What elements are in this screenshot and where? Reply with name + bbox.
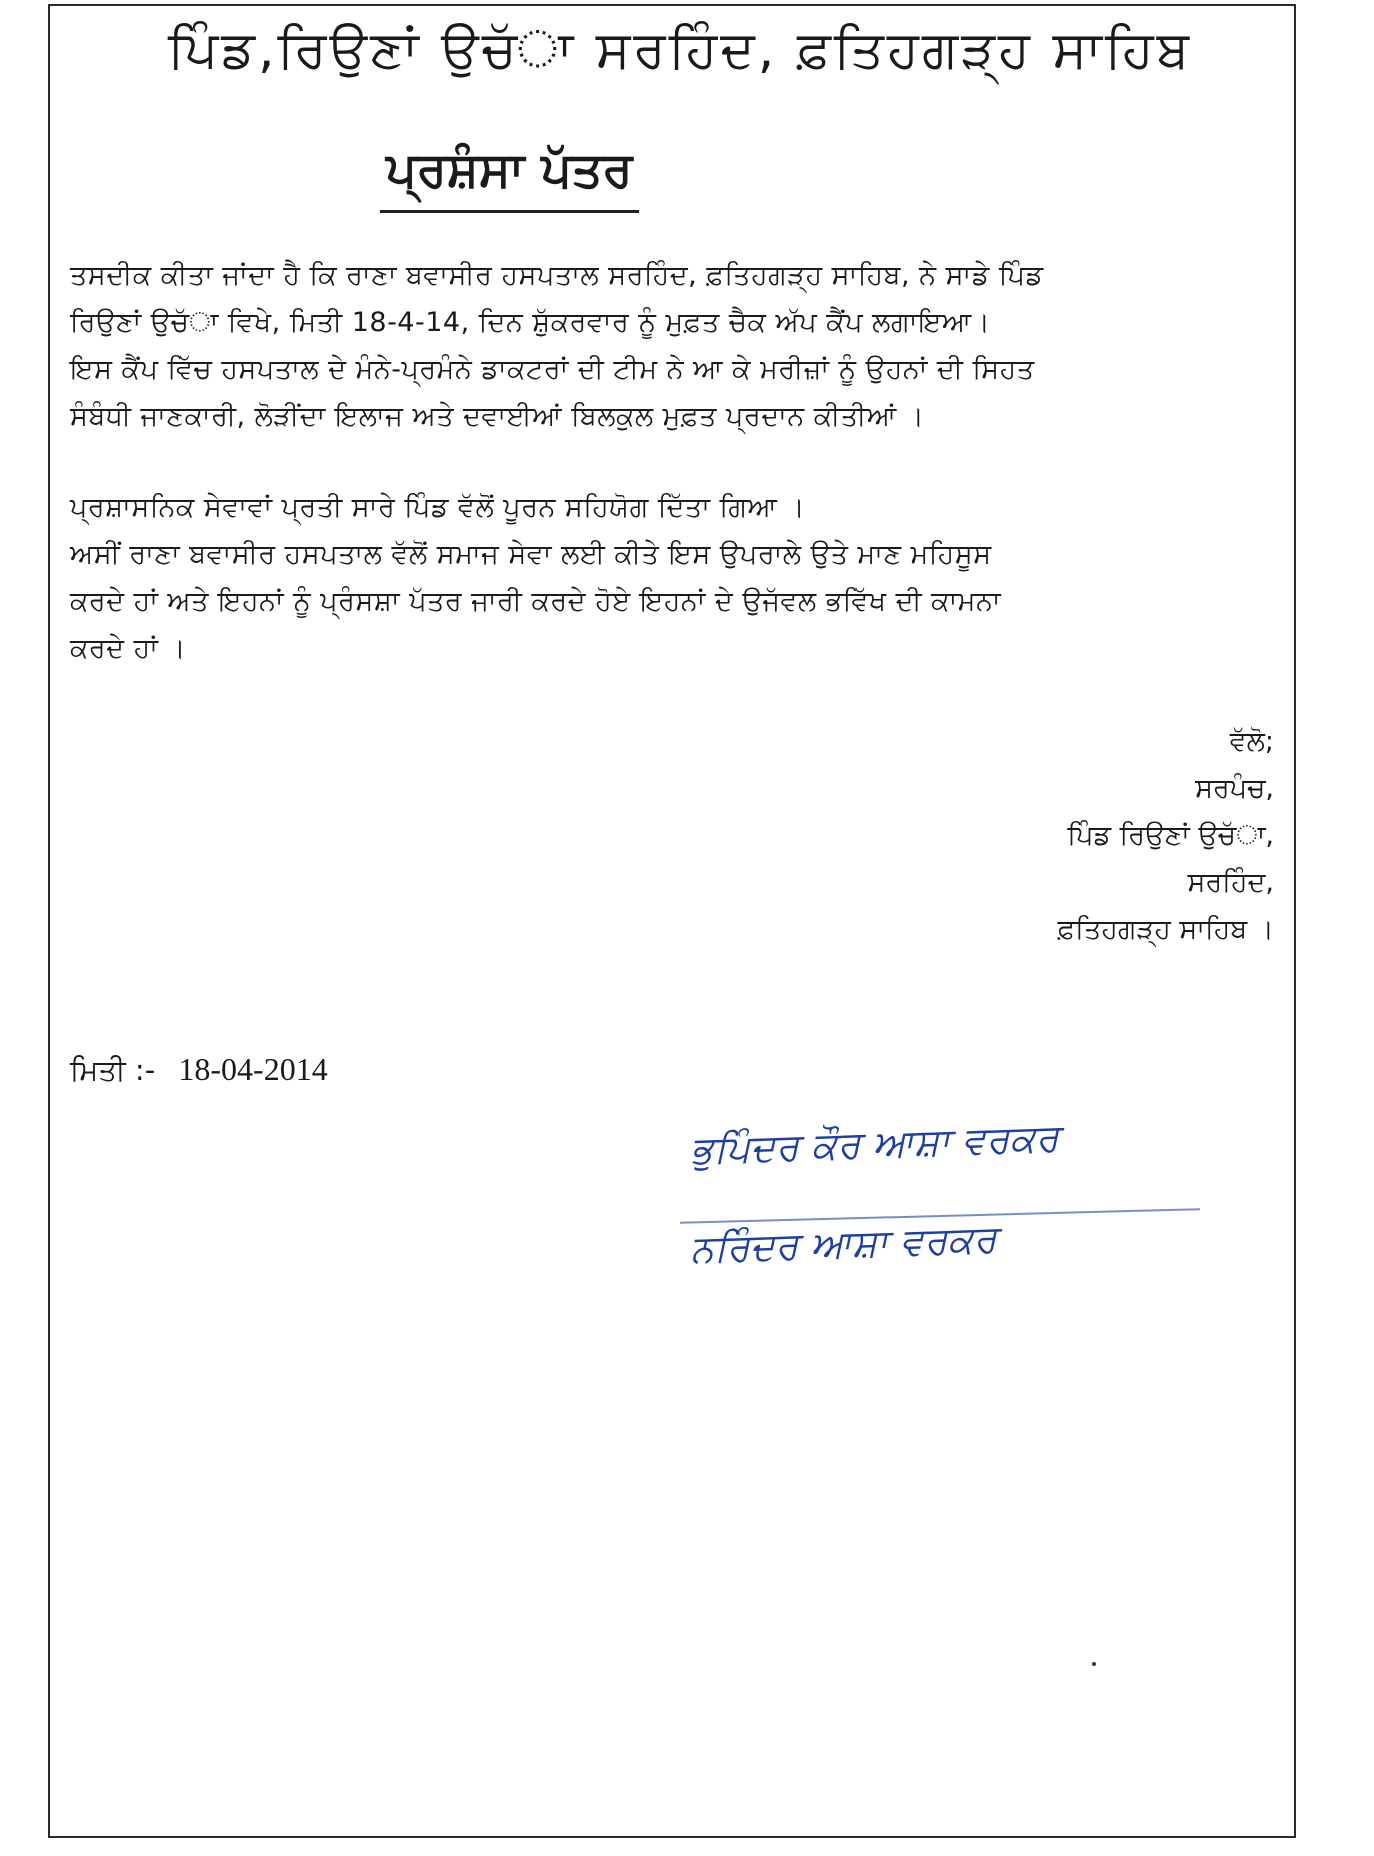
handwritten-signature-1: ਭੁਪਿੰਦਰ ਕੌਰ ਆਸ਼ਾ ਵਰਕਰ <box>689 1115 1060 1173</box>
body-line: ਕਰਦੇ ਹਾਂ ਅਤੇ ਇਹਨਾਂ ਨੂੰ ਪ੍ਰੰਸਸ਼ਾ ਪੱਤਰ ਜਾਰੀ ਕਰਦੇ ਹੋਏ ਇਹਨਾਂ ਦੇ ਉਜੱਵਲ ਭਵਿੱਖ ਦੀ ਕਾਮਨਾ <box>70 586 1002 617</box>
sender-district: ਫ਼ਤਿਹਗੜ੍ਹ ਸਾਹਿਬ । <box>1057 914 1274 945</box>
body-line: ਅਸੀਂ ਰਾਣਾ ਬਵਾਸੀਰ ਹਸਪਤਾਲ ਵੱਲੋਂ ਸਮਾਜ ਸੇਵਾ ਲਈ ਕੀਤੇ ਇਸ ਉਪਰਾਲੇ ਉਤੇ ਮਾਣ ਮਹਿਸੂਸ <box>70 539 992 570</box>
scan-speck <box>1092 1662 1096 1666</box>
body-line: ਇਸ ਕੈਂਪ ਵਿੱਚ ਹਸਪਤਾਲ ਦੇ ਮੰਨੇ-ਪ੍ਰਮੰਨੇ ਡਾਕਟਰਾਂ ਦੀ ਟੀਮ ਨੇ ਆ ਕੇ ਮਰੀਜ਼ਾਂ ਨੂੰ ਉਹਨਾਂ ਦੀ ਸਿਹਤ <box>70 354 1035 385</box>
date-line <box>70 1044 328 1095</box>
sender-from: ਵੱਲੋ; <box>1229 726 1274 757</box>
body-line: ਕਰਦੇ ਹਾਂ । <box>70 633 187 664</box>
body-paragraph-2 <box>70 484 1280 672</box>
body-line: ਰਿਉਣਾਂ ਉਚੱਾ ਵਿਖੇ, ਮਿਤੀ 18-4-14, ਦਿਨ ਸ਼ੁੱਕਰਵਾਰ ਨੂੰ ਮੁਫ਼ਤ ਚੈਕ ਅੱਪ ਕੈਂਪ ਲਗਾਇਆ। <box>70 307 991 338</box>
village-header: ਪਿੰਡ,ਰਿਉਣਾਂ ਉਚੱਾ ਸਰਹਿੰਦ, ਫ਼ਤਿਹਗੜ੍ਹ ਸਾਹਿਬ <box>167 20 1193 80</box>
sender-town: ਸਰਹਿੰਦ, <box>1187 867 1274 898</box>
body-line: ਪ੍ਰਸ਼ਾਸਨਿਕ ਸੇਵਾਵਾਂ ਪ੍ਰਤੀ ਸਾਰੇ ਪਿੰਡ ਵੱਲੋਂ ਪੂਰਨ ਸਹਿਯੋਗ ਦਿੱਤਾ ਗਿਆ । <box>70 492 806 523</box>
sender-block <box>1058 718 1274 953</box>
sender-village: ਪਿੰਡ ਰਿਉਣਾਂ ਉਚੱਾ, <box>1067 820 1274 851</box>
document-title: ਪ੍ਰਸ਼ੰਸਾ ਪੱਤਰ <box>380 130 639 213</box>
sender-role: ਸਰਪੰਚ, <box>1195 773 1274 804</box>
date-value: 18-04-2014 <box>178 1051 328 1087</box>
handwritten-signature-2: ਨਰਿੰਦਰ ਆਸ਼ਾ ਵਰਕਰ <box>689 1216 998 1272</box>
date-label: ਮਿਤੀ :- <box>70 1053 156 1087</box>
body-line: ਸੰਬੰਧੀ ਜਾਣਕਾਰੀ, ਲੋੜੀਂਦਾ ਇਲਾਜ ਅਤੇ ਦਵਾਈਆਂ ਬਿਲਕੁਲ ਮੁਫ਼ਤ ਪ੍ਰਦਾਨ ਕੀਤੀਆਂ । <box>70 401 925 432</box>
body-paragraph-1 <box>70 252 1280 440</box>
body-line: ਤਸਦੀਕ ਕੀਤਾ ਜਾਂਦਾ ਹੈ ਕਿ ਰਾਣਾ ਬਵਾਸੀਰ ਹਸਪਤਾਲ ਸਰਹਿੰਦ, ਫ਼ਤਿਹਗੜ੍ਹ ਸਾਹਿਬ, ਨੇ ਸਾਡੇ ਪਿੰਡ <box>70 260 1044 291</box>
